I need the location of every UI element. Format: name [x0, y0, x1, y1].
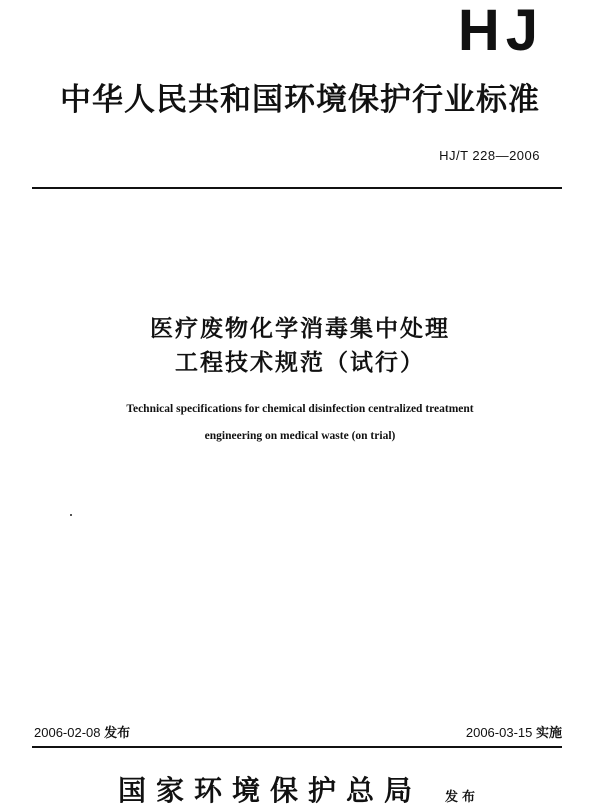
implement-label: 实施 [535, 726, 562, 741]
issuing-authority: 国家环境保护总局 [118, 774, 423, 807]
chinese-title-line-2: 工程技术规范（试行） [175, 350, 425, 376]
issue-date: 2006-02-08 [34, 725, 101, 740]
issue-label: 发布 [104, 726, 131, 741]
chinese-title-line-1: 医疗废物化学消毒集中处理 [150, 316, 450, 342]
organization-title: 中华人民共和国环境保护行业标准 [60, 82, 540, 118]
standard-number: HJ/T 228—2006 [439, 148, 540, 163]
english-title-line-2: engineering on medical waste (on trial) [204, 430, 396, 442]
top-divider [32, 187, 562, 189]
issuing-authority-suffix: 发布 [445, 790, 480, 805]
scan-speck [70, 514, 72, 516]
hj-logo: HJ [457, 0, 544, 63]
english-title-line-1: Technical specifications for chemical disinfection centralized treatment [126, 403, 474, 415]
issue-date-block [34, 722, 130, 741]
implement-date: 2006-03-15 [465, 725, 533, 740]
implement-date-block [466, 722, 562, 741]
bottom-divider [32, 746, 562, 748]
